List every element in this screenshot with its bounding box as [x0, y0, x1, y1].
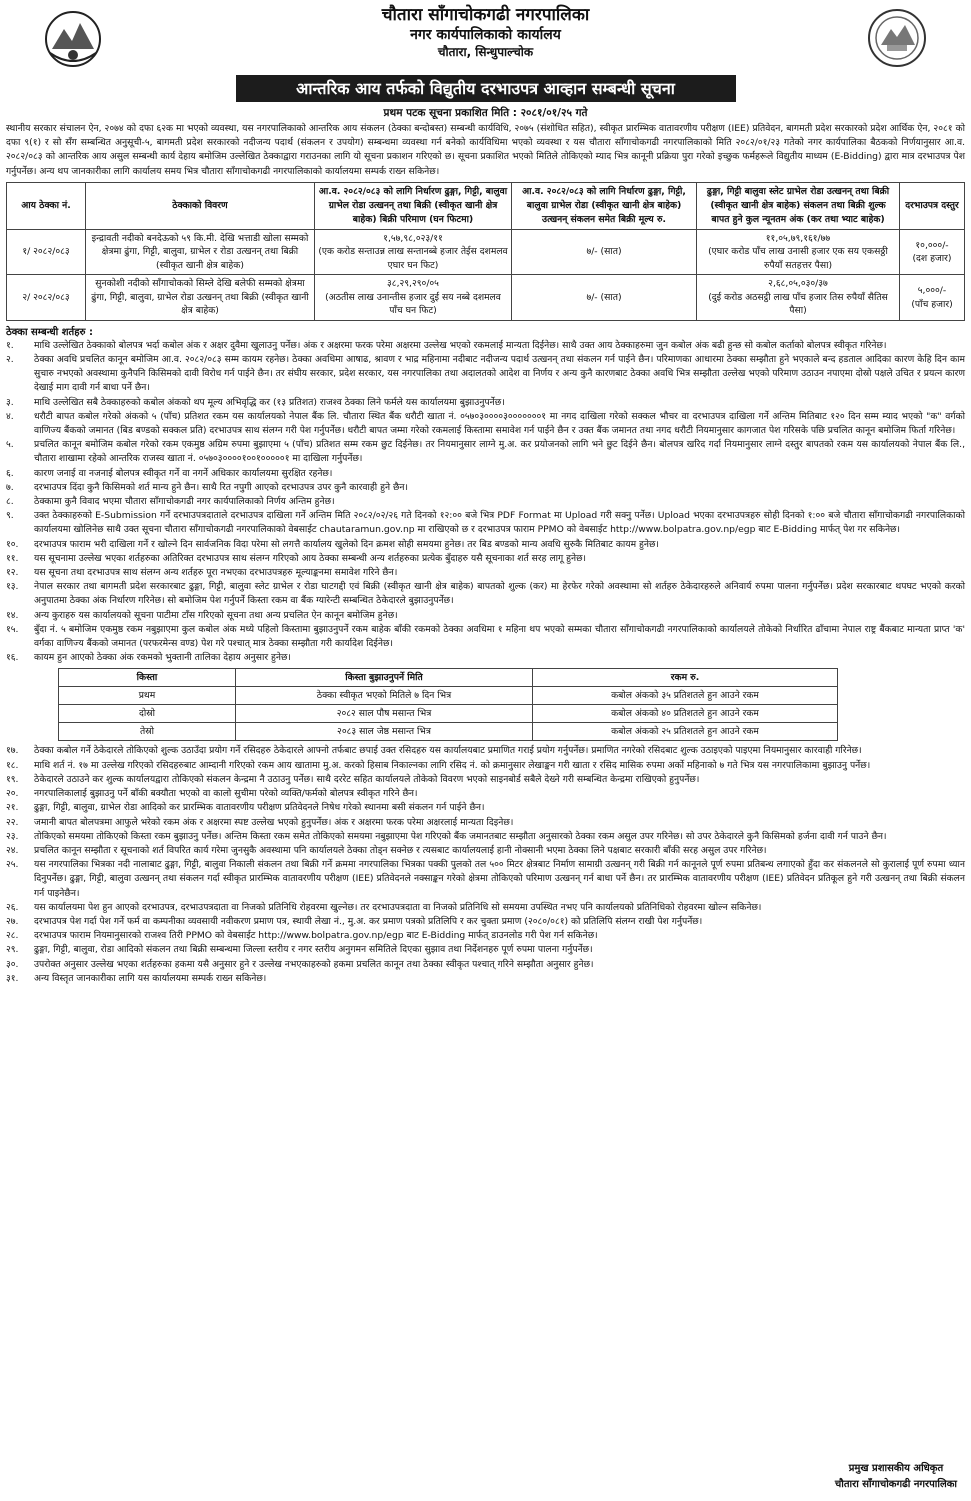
term-text: प्रचलित कानून बमोजिम कबोल गरेको रकम एकमुष्ठ अग्रिम रुपमा बुझाएमा ५ (पाँच) प्रतिशत सम्म रकम छुट दिईनेछ। तर नियमानुसार लाग्ने मु.अ. कर प्रयोजनको लागि भने छुट दिईने छैन। बोलपत्र खरिद गर्दा नियमानुसार लाग्ने दस्तुर बापतको रकम यस कार्यालयको नेपाल बैंक लि., चौतारा शाखामा रहेको आन्तरिक राजस्व खाता नं. ०५७०३००००१००१०००००१ मा दाखिला गर्नुपर्नेछ।	[34, 439, 965, 465]
office-name: नगर कार्यपालिकाको कार्यालय	[410, 27, 561, 43]
term-item	[6, 651, 965, 665]
term-item	[6, 830, 965, 844]
col-contract-number: आय ठेक्का नं.	[7, 182, 86, 229]
term-item	[6, 915, 965, 929]
fee-words: (दश हजार)	[912, 253, 952, 265]
term-text: दरभाउपत्र पेश गर्दा पेश गर्ने फर्म वा कम्पनीका व्यवसायी नवीकरण प्रमाण पत्र, स्थायी लेखा नं., मु.अ. कर प्रमाण पत्रको प्रतिलिपि र कर चुक्ता प्रमाण (२०८०/०८१) को प्रतिलिपि संलग्न राखी पेश गर्नुपर्नेछ।	[34, 915, 703, 927]
term-item	[6, 759, 965, 773]
contracts-header-row	[7, 182, 965, 229]
signatory-office: चौतारा साँगाचोकगढी नगरपालिका	[834, 1479, 957, 1490]
term-text: अन्य कुराहरु यस कार्यालयको सूचना पाटीमा टाँस गरिएको सूचना तथा अन्य प्रचलित ऐन कानून बमोजिम हुनेछ।	[34, 609, 398, 621]
org-name: चौतारा साँगाचोकगढी नगरपालिका	[381, 5, 590, 25]
term-number: ४.	[6, 410, 14, 422]
term-text: यस कार्यालयमा पेश हुन आएको दरभाउपत्र, दरभाउपत्रदाता वा निजको प्रतिनिधि रोहवरमा खुल्नेछ। तर दरभाउपत्रदाता वा निजको प्रतिनिधि सो समयमा उपस्थित नभए पनि कार्यालयको प्रतिनिधिको रोहवरमा खोल्न सकिनेछ।	[34, 901, 762, 913]
col-bid-fee: दरभाउपत्र दस्तुर	[900, 182, 965, 229]
signature-block	[835, 1461, 957, 1493]
term-item	[6, 744, 965, 758]
term-number: ११.	[6, 552, 19, 564]
table-row	[7, 275, 965, 321]
table-row	[59, 723, 838, 741]
term-number: ५.	[6, 439, 14, 451]
term-number: ३१.	[6, 972, 19, 984]
installment-name: प्रथम	[59, 687, 236, 705]
term-item	[6, 929, 965, 943]
col-installment-date: किस्ता बुझाउनुपर्ने मिति	[236, 669, 533, 687]
term-item	[6, 858, 965, 901]
contract-quantity	[315, 229, 512, 275]
signatory-title: प्रमुख प्रशासकीय अधिकृत	[848, 1463, 944, 1474]
municipality-logo-icon	[861, 7, 933, 69]
term-text: ठेक्का अवधि प्रचलित कानून बमोजिम आ.व. २०८२/०८३ सम्म कायम रहनेछ। ठेक्का अवधिमा आषाढ, श्रावण र भाद्र महिनामा नदीबाट नदीजन्य पदार्थ उत्खनन् तथा संकलन गर्न पाईने छैन। परिमाणका आधारमा ठेक्का सम्झौता हुने भएकाले बन्द हडताल आदिका कारण केहि दिन काम सुचारु नभएको अवस्थामा कुनैपनि किसिमको दावी विरोध गर्न पाईने छैन। तर संघीय सरकार, प्रदेश सरकार, यस नगरपालिका तथा अदालतको आदेश वा निर्णय र अन्य कुनै कारणबाट ठेक्का अवधि भित्र सम्झौता उल्लेख भएको परिमाण उठाउन नपाएमा दोस्रो पक्षले उचित र प्रयत्न कारण देखाई माग दावी गर्न बाधा पर्ने छैन।	[34, 354, 965, 394]
term-item	[6, 438, 965, 466]
term-item	[6, 972, 965, 986]
quantity-value: ३८,२९,२९०/०५	[387, 278, 439, 290]
term-item	[6, 816, 965, 830]
term-text: अन्य विस्तृत जानकारीका लागि यस कार्यालयमा सम्पर्क राख्न सकिनेछ।	[34, 972, 267, 984]
amount-value: २,६८,०५,०३०/३७	[768, 278, 828, 290]
term-text: नेपाल सरकार तथा बागमती प्रदेश सरकारबाट ढुङ्गा, गिट्टी, बालुवा स्लेट ग्राभेल र रोडा घाटगद्दी एवं बिक्री (स्वीकृत खानी क्षेत्र बाहेक) बापतको शुल्क (कर) मा हेरफेर गरेको अवस्थामा सो शर्तहरु ठेकेदारहरुले अनिवार्य रुपमा पालना गर्नुपर्नेछ। प्रदेश सरकारबाट थपघट भएको करको अनुपातमा ठेक्का अंक निर्धारण गरिनेछ। सो बमोजिम पेश गर्नुपर्ने किस्ता रकम वा बैंक ग्यारेन्टी सम्बन्धित ठेकेदारले बुझाउनुपर्नेछ।	[34, 581, 965, 607]
term-item	[6, 396, 965, 410]
col-installment: किस्ता	[59, 669, 236, 687]
term-item	[6, 495, 965, 509]
term-item	[6, 339, 965, 353]
term-item	[6, 609, 965, 623]
term-text: ठेक्का कबोल गर्ने ठेकेदारले तोकिएको शुल्क उठाउँदा प्रयोग गर्ने रसिदहरु ठेकेदारले आफ्नो तर्फबाट छपाई उक्त रसिदहरु यस कार्यालयबाट प्रमाणित गराई प्रयोग गर्नुपर्नेछ। प्रमाणित नगरेको रसिदबाट शुल्क उठाइएको पाइएमा नियमानुसार कारवाही गरिनेछ।	[34, 745, 862, 757]
notice-banner: आन्तरिक आय तर्फको विद्युतीय दरभाउपत्र आव्हान सम्बन्धी सूचना	[236, 75, 736, 102]
term-item	[6, 787, 965, 801]
nepal-emblem-icon	[38, 9, 108, 69]
term-item	[6, 509, 965, 537]
col-minimum-amount: ढुङ्गा, गिट्टी बालुवा स्लेट ग्राभेल रोडा उत्खनन् तथा बिक्री (स्वीकृत खानी क्षेत्र बाहेक) संकलन तथा बिक्री शुल्क बापत हुने कुल न्यूनतम अंक (कर तथा भ्याट बाहेक)	[697, 182, 900, 229]
term-text: उपरोक्त अनुसार उल्लेख भएका शर्तहरुका हकमा यसै अनुसार हुने र उल्लेख नभएकाहरुको हकमा प्रचलित कानून तथा ठेक्का स्वीकृत पश्चात् गरिने सम्झौता अनुसार हुनेछ।	[34, 958, 594, 970]
installment-name: दोस्रो	[59, 705, 236, 723]
installment-amount: कबोल अंकको ३५ प्रतिशतले हुन आउने रकम	[533, 687, 838, 705]
term-number: १८.	[6, 759, 19, 771]
contract-quantity	[315, 275, 512, 321]
term-number: १३.	[6, 581, 19, 593]
term-text: जमानी बापत बोलपत्रमा आफुले भरेको रकम अंक र अक्षरमा स्पष्ट उल्लेख भएको हुनुपर्नेछ। अंक र अक्षरमा फरक परेमा अक्षरलाई मान्यता दिइनेछ।	[34, 816, 514, 828]
term-text: धरौटी बापत कबोल गरेको अंकको ५ (पाँच) प्रतिशत रकम यस कार्यालयको नेपाल बैंक लि. चौतारा स्थित बैंक धरौटी खाता नं. ०५७०३००००३०००००००१ मा नगद दाखिला गरेको सक्कल भौचर वा दरभाउपत्र दाखिला गर्ने अन्तिम मितिबाट १२० दिन सम्म म्याद भएको "क" वर्गको वाणिज्य बैंकको जमानत (बिड बण्डको सक्कल प्रति) दरभाउपत्र साथ संलग्न गरी पेश गर्नुपर्नेछ। धरौटी बापत जम्मा गरेको रकमलाई किस्तामा समावेश गर्न पाईने छैन र उक्त बैंक जमानत तथा नगद धरौटी नियमानुसार कागजात पेश गरिसके पछि प्रचलित कानून बमोजिम फिर्ता गरिनेछ।	[34, 410, 965, 437]
quantity-words: (एक करोड सन्ताउन्न लाख सन्तानब्बे हजार तेईस दशमलव एघार घन फिट)	[318, 246, 508, 271]
term-item	[6, 481, 965, 495]
term-number: १४.	[6, 609, 19, 621]
term-text: कारण जनाई वा नजनाई बोलपत्र स्वीकृत गर्ने वा नगर्ने अधिकार कार्यालयमा सुरक्षित रहनेछ।	[34, 467, 333, 479]
term-item	[6, 623, 965, 651]
term-number: २३.	[6, 830, 19, 842]
publication-date: प्रथम पटक सूचना प्रकाशित मिति : २०८१/०१/२५ गते	[383, 107, 588, 119]
installment-amount: कबोल अंकको २५ प्रतिशतले हुन आउने रकम	[533, 723, 838, 741]
installment-name: तेस्रो	[59, 723, 236, 741]
term-item	[6, 566, 965, 580]
term-number: २६.	[6, 901, 19, 913]
installment-date: २०८३ साल जेष्ठ मसान्त भित्र	[236, 723, 533, 741]
term-item	[6, 901, 965, 915]
office-address: चौतारा, सिन्धुपाल्चोक	[437, 45, 534, 59]
contract-rate: ७/- (सात)	[512, 275, 697, 321]
term-item	[6, 538, 965, 552]
term-text: दरभाउपत्र दिंदा कुनै किसिमको शर्त मान्य हुने छैन। साथै रित नपुगी आएको दरभाउपत्र उपर कुनै कारवाही हुने छैन।	[34, 481, 408, 493]
installment-amount: कबोल अंकको ४० प्रतिशतले हुन आउने रकम	[533, 705, 838, 723]
term-text: ढुङ्गा, गिट्टी, बालुवा, रोडा आदिको संकलन तथा बिक्री सम्बन्धमा जिल्ला स्तरीय र नगर स्तरीय अनुगमन समितिले दिएका सुझाव तथा निर्देशनहरु पूर्ण रुपमा पालना गर्नुपर्नेछ।	[34, 944, 593, 956]
term-number: १९.	[6, 773, 19, 785]
term-text: माथि शर्त नं. १७ मा उल्लेख गरिएको रसिदहरुबाट आम्दानी गरिएको रकम आय खातामा मु.अ. करको हिसाब निकाल्नका लागि रसिद नं. को क्रमानुसार लेखाङ्कन गरी खाता र रसिद मासिक रुपमा अर्को महिनाको ७ गते भित्र यस नगरपालिकामा बुझाउनु पर्नेछ।	[34, 759, 871, 771]
term-text: उक्त ठेक्काहरुको E-Submission गर्ने दरभाउपत्रदाताले दरभाउपत्र दाखिला गर्ने अन्तिम मिति २०८२/०२/२६ गते दिनको १२:०० बजे भित्र PDF Format मा Upload गरी सक्नु पर्नेछ। Upload भएका दरभाउपत्रहरु सोही दिनको १:०० बजे चौतारा साँगाचोकगढी नगरपालिकाको कार्यालयमा खोलिनेछ साथै उक्त सूचना चौतारा साँगाचोकगढी नगरपालिकाको वेबसाईट chautaramun.gov.np मा राखिएको छ र दरभाउपत्र फाराम PPMO को वेबसाईट http://www.bolpatra.gov.np/egp बाट E-Bidding मार्फत् पेश गर सकिनेछ।	[34, 510, 965, 536]
contract-description: इन्द्रावती नदीको बनदेऊको ५९ कि.मी. देखि भत्ताडी खोला सम्मको क्षेत्रमा ढुंगा, गिट्टी, बालुवा, ग्राभेल र रोडा उत्खनन् तथा बिक्री (स्वीकृत खानी क्षेत्र बाहेक)	[86, 229, 315, 275]
term-text: माथि उल्लेखित सबै ठेक्काहरुको कबोल अंकको थप मूल्य अभिवृद्धि कर (१३ प्रतिशत) राजश्व ठेक्का लिने फर्मले यस कार्यालयमा बुझाउनुपर्नेछ।	[34, 396, 505, 408]
term-text: ढुङ्गा, गिट्टी, बालुवा, ग्राभेल रोडा आदिको कर प्रारम्भिक वातावरणीय परीक्षण प्रतिवेदनले निषेध गरेको स्थानमा बसी संकलन गर्न पाईने छैन।	[34, 802, 485, 814]
intro-paragraph: स्थानीय सरकार संचालन ऐन, २०७४ को दफा ६२क मा भएको व्यवस्था, यस नगरपालिकाको आन्तरिक आय संकलन (ठेक्का बन्दोबस्त) सम्बन्धी कार्यविधि, २०७५ (संशोधित सहित), स्वीकृत प्रारम्भिक वातावरणीय परीक्षण (IEE) प्रतिवेदन, बागमती प्रदेश सरकारको प्रदेश आर्थिक ऐन, २०८१ को दफा ९(१) र सो सँग सम्बन्धित अनुसूची-५, बागमती प्रदेश सरकारको नदीजन्य पदार्थ (संकलन र उपयोग) सम्बन्धमा व्यवस्था गर्न बनेको कार्यविधिमा भएको व्यवस्था र यस चौतारा साँगाचोकगढी नगरपालिकाको मिति २०८२/०१/२३ गतेको नगर कार्यपालिका बैठकको निर्णयानुसार आ.व. २०८२/०८३ को आन्तरिक आय असुल सम्बन्धी कार्य देहाय बमोजिम उल्लेखित ठेक्काद्वारा गराउनका लागि यो सूचना प्रकाशन गरिएको छ। सूचना प्रकाशित भएको मितिले तोकिएको म्याद भित्र कानूनी प्रक्रिया पुरा गरेको इच्छुक फर्महरूले विद्युतीय माध्यम (E-Bidding) द्वारा मात्र दरभाउपत्र पेश गर्नुपर्नेछ। अन्य थप जानकारीका लागि कार्यालय समय भित्र चौतारा साँगाचोकगढी नगरपालिकाको कार्यालयमा सम्पर्क राख्न सकिनेछ।	[6, 123, 965, 177]
term-text: दरभाउपत्र फाराम नियमानुसारको राजश्व तिरी PPMO को वेबसाईट http://www.bolpatra.gov.np/egp बाट E-Bidding मार्फत् डाउनलोड गरी पेश गर्न सकिनेछ।	[34, 930, 598, 942]
term-text: यस सूचनामा उल्लेख भएका शर्तहरुका अतिरिक्त दरभाउपत्र साथ संलग्न गरिएको आय ठेक्का सम्बन्धी अन्य शर्तहरुका प्रत्येक बुँदाहरु यसै सूचनाका शर्त सरह लागू हुनेछ।	[34, 552, 587, 564]
amount-words: (एघार करोड पाँच लाख उनासी हजार एक सय एकसठ्ठी रुपैयाँ सतहत्तर पैसा)	[708, 246, 888, 271]
term-number: २५.	[6, 859, 19, 871]
term-number: ३.	[6, 396, 14, 408]
contract-fee	[900, 229, 965, 275]
table-row	[7, 229, 965, 275]
installment-table	[58, 668, 838, 741]
term-text: प्रचलित कानून सम्झौता र सूचनाको शर्त विपरित कार्य गरेमा जुनसुकै अवस्थामा पनि कार्यालयले ठेक्का तोड्न सक्नेछ र त्यसबाट कार्यालयलाई हानी नोक्सानी भएमा ठेक्का लिने पक्षबाट सरकारी बाँकी सरह असुल उपर गरिनेछ।	[34, 844, 767, 856]
term-item	[6, 844, 965, 858]
term-text: तोकिएको समयमा तोकिएको किस्ता रकम बुझाउनु पर्नेछ। अन्तिम किस्ता रकम समेत तोकिएको समयमा नबुझाएमा पेश गरिएको बैंक जमानतबाट सम्झौता अनुसारको ठेक्का रकम असुल उपर गरिनेछ। सो उपर ठेकेदारले कुनै किसिमको हर्जना दावी गर्न पाउने छैन।	[34, 830, 887, 842]
contract-number: २/ २०८२/०८३	[7, 275, 86, 321]
table-row	[59, 705, 838, 723]
term-number: २०.	[6, 788, 19, 800]
quantity-value: १,५७,९८,०२३/११	[383, 232, 443, 244]
col-installment-amount: रकम रु.	[533, 669, 838, 687]
contract-number: १/ २०८२/०८३	[7, 229, 86, 275]
contract-fee	[900, 275, 965, 321]
contract-amount	[697, 275, 900, 321]
term-item	[6, 353, 965, 396]
term-number: ८.	[6, 496, 14, 508]
installment-date: ठेक्का स्वीकृत भएको मितिले ७ दिन भित्र	[236, 687, 533, 705]
term-number: १०.	[6, 538, 19, 550]
term-number: २९.	[6, 944, 19, 956]
amount-value: ११,०५,७९,१६१/७७	[765, 232, 831, 244]
term-number: ६.	[6, 467, 14, 479]
term-number: २.	[6, 354, 14, 366]
term-number: २७.	[6, 915, 19, 927]
term-text: कायम हुन आएको ठेक्का अंक रकमको भुक्तानी तालिका देहाय अनुसार हुनेछ।	[34, 652, 291, 664]
quantity-words: (अठतीस लाख उनान्तीस हजार दुई सय नब्बे दशमलव पाँच घन फिट)	[325, 291, 501, 317]
term-text: नगरपालिकालाई बुझाउनु पर्ने बाँकी बक्यौता भएको वा कालो सुचीमा परेको व्यक्ति/फर्मको बोलपत्र स्वीकृत गरिने छैन।	[34, 788, 418, 800]
term-text: माथि उल्लेखित ठेक्काको बोलपत्र भर्दा कबोल अंक र अक्षर दुवैमा खुलाउनु पर्नेछ। अंक र अक्षरमा फरक परेमा अक्षरमा उल्लेख भएको रकमलाई मान्यता दिईनेछ। साथै उक्त आय ठेक्काहरुमा जुन कबोल अंक बढी हुन्छ सो कबोल कर्ताको बोलपत्र स्वीकृत गरिनेछ।	[34, 339, 887, 351]
term-item	[6, 958, 965, 972]
term-number: १५.	[6, 623, 19, 635]
term-number: ७.	[6, 481, 14, 493]
term-number: २२.	[6, 816, 19, 828]
term-number: ३०.	[6, 958, 19, 970]
table-row	[59, 687, 838, 705]
term-number: १६.	[6, 652, 19, 664]
term-number: १७.	[6, 745, 19, 757]
col-quantity: आ.व. २०८२/०८३ को लागि निर्धारण ढुङ्गा, गिट्टी, बालुवा ग्राभेल रोडा उत्खनन् तथा बिक्री (स्वीकृत खानी क्षेत्र बाहेक) बिक्री परिमाण (घन फिटमा)	[315, 182, 512, 229]
amount-words: (दुई करोड अठसट्ठी लाख पाँच हजार तिस रुपैयाँ सैतिस पैसा)	[708, 291, 888, 317]
term-item	[6, 943, 965, 957]
term-item	[6, 467, 965, 481]
letterhead	[6, 5, 965, 69]
term-number: ९.	[6, 510, 14, 522]
installment-date: २०८२ साल पौष मसान्त भित्र	[236, 705, 533, 723]
term-text: दरभाउपत्र फाराम भरी दाखिला गर्ने र खोल्ने दिन सार्वजनिक विदा परेमा सो लगत्तै कार्यालय खुलेको दिन क्रमश सोही समयमा हुनेछ। तर बिड बण्डको मान्य अवधि सुरुकै मितिबाट कायम हुनेछ।	[34, 538, 659, 550]
col-rate: आ.व. २०८२/०८३ को लागि निर्धारण ढुङ्गा, गिट्टी, बालुवा ग्राभेल रोडा (स्वीकृत खानी क्षेत्र बाहेक) उत्खनन् संकलन समेत बिक्री मूल्य रु.	[512, 182, 697, 229]
term-number: २१.	[6, 802, 19, 814]
term-number: २४.	[6, 844, 19, 856]
fee-words: (पाँच हजार)	[911, 298, 953, 310]
term-item	[6, 773, 965, 787]
term-item	[6, 410, 965, 438]
contract-rate: ७/- (सात)	[512, 229, 697, 275]
term-number: १२.	[6, 567, 19, 579]
installment-header-row	[59, 669, 838, 687]
term-item	[6, 552, 965, 566]
term-number: २८.	[6, 930, 19, 942]
term-item	[6, 580, 965, 608]
terms-list-continued	[6, 744, 965, 985]
contracts-table	[6, 182, 965, 321]
term-item	[6, 801, 965, 815]
col-description: ठेक्काको विवरण	[86, 182, 315, 229]
term-text: यस सूचना तथा दरभाउपत्र साथ संलग्न अन्य शर्तहरु पूरा नभएका दरभाउपत्रहरु मूल्याङ्कनमा समावेश गरिने छैन।	[34, 567, 398, 579]
fee-value: १०,०००/-	[915, 239, 949, 251]
term-number: १.	[6, 339, 14, 351]
fee-value: ५,०००/-	[917, 285, 947, 297]
terms-list	[6, 339, 965, 666]
term-text: ठेकेदारले उठाउने कर शुल्क कार्यालयद्वारा तोकिएको संकलन केन्द्रमा नै उठाउनु पर्नेछ। साथै दररेट सहित कार्यालयले तोकेको विवरण भएको साइनबोर्ड सबैले देख्ने गरी सम्बन्धित केन्द्रमा राखिएको हुनुपर्नेछ।	[34, 773, 700, 785]
contract-description: सुनकोशी नदीको साँगाचोकको सिम्ले देखि बलेफी सम्मको क्षेत्रमा ढुंगा, गिट्टी, बालुवा, ग्राभेल रोडा उत्खनन् तथा बिक्री (स्वीकृत खानी क्षेत्र बाहेक)	[86, 275, 315, 321]
terms-title: ठेक्का सम्बन्धी शर्तहरु :	[6, 326, 93, 338]
term-text: बुँदा नं. ५ बमोजिम एकमुष्ठ रकम नबुझाएमा कुल कबोल अंक मध्ये पहिलो किस्तामा बुझाउनुपर्ने रकम बाहेक बाँकी रकमको ठेक्का अवधिमा १ महिना थप भएको सम्मका चौतारा साँगाचोकगढी नगरपालिकाको कार्यालयले तोकेको निर्धारित ढाँचामा नेपाल राष्ट्र बैंकबाट मान्यता प्राप्त 'क' वर्गका वाणिज्य बैंकको जमानत (परफरमेन्स वण्ड) पेश गरे पश्चात् मात्र ठेक्का सम्झौता गरी कार्यादेश दिईनेछ।	[34, 623, 965, 650]
contract-amount	[697, 229, 900, 275]
term-text: यस नगरपालिका भित्रका नदी नालाबाट ढुङ्गा, गिट्टी, बालुवा निकाली संकलन तथा बिक्री गर्ने क्रममा नगरपालिका भित्रका पक्की पुलको तल ५०० मिटर क्षेत्रबाट निर्माण सामाग्री उत्खनन् गरी बिक्री गर्न कानूनले पूर्ण रुपमा प्रतिबन्ध लगाएको हुँदा कर संकलनले सो कुरालाई पूर्ण रुपमा ध्यान दिनुपर्नेछ। ढुङ्गा, गिट्टी, बालुवा उत्खनन् तथा संकलन गर्दा स्वीकृत प्रारम्भिक वातावरणीय परीक्षण (IEE) प्रतिवेदनले नक्साङ्कन गरेको क्षेत्रमा तोकिएको परिमाण उत्खनन् गर्न बाधा पर्ने छैन। तर प्रारम्भिक वातावरणीय परीक्षण (IEE) प्रतिवेदन प्रतिकूल हुने गरी उत्खनन् तथा बिक्री संकलन गर्न पाइनेछैन।	[34, 859, 965, 899]
term-text: ठेक्कामा कुनै विवाद भएमा चौतारा साँगाचोकगढी नगर कार्यपालिकाको निर्णय अन्तिम हुनेछ।	[34, 496, 335, 508]
